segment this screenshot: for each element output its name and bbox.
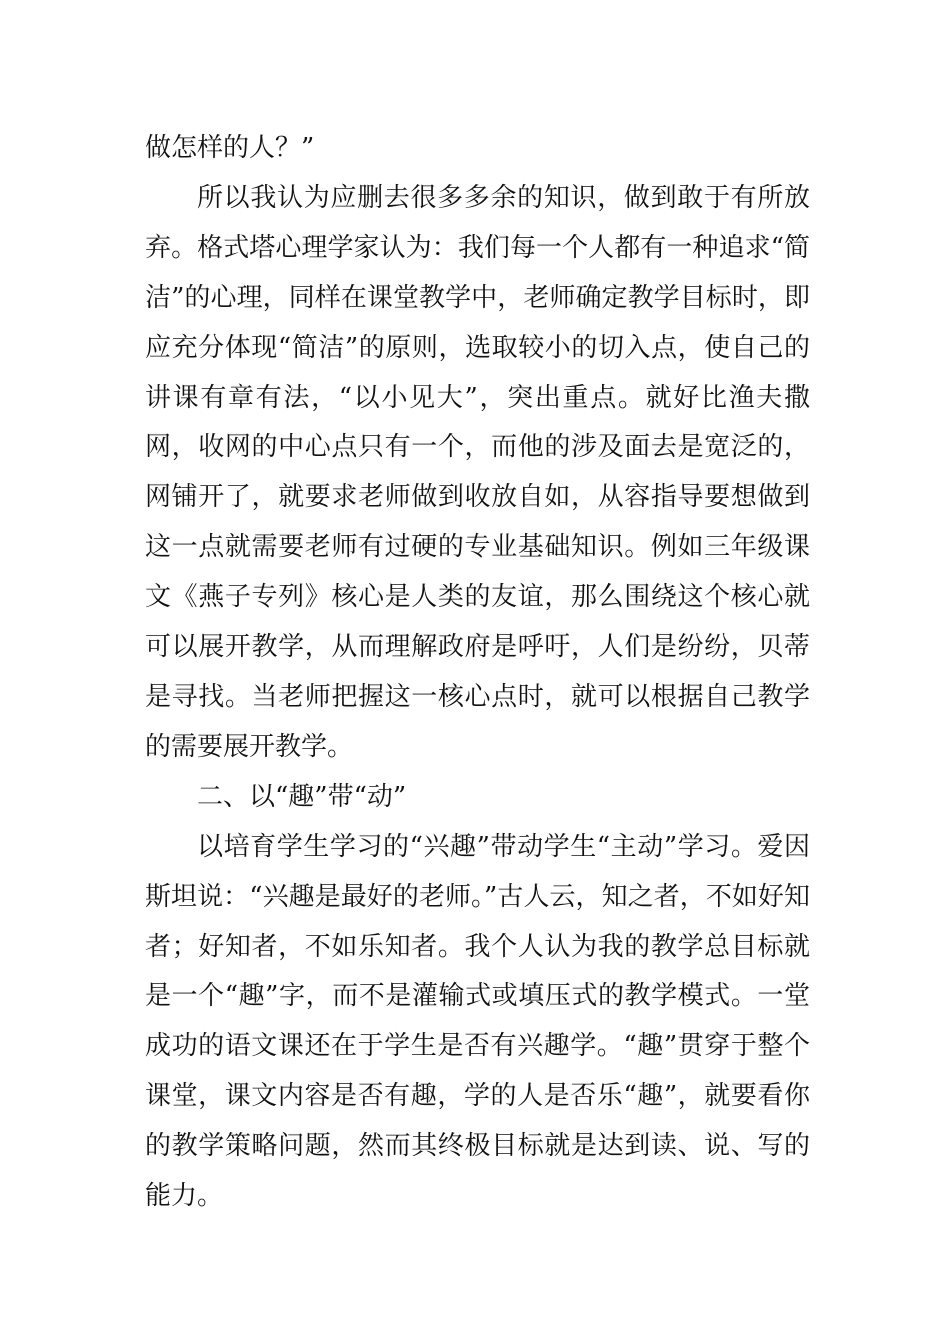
section-heading: 二、以“趣”带“动” [197,781,407,812]
body-text [145,124,810,1222]
paragraph-simplicity: 所以我认为应删去很多多余的知识，做到敢于有所放弃。格式塔心理学家认为：我们每一个人都有一种追求“简洁”的心理，同样在课堂教学中，老师确定教学目标时，即应充分体现“简洁”的原则，选取较小的切入点，使自己的讲课有章有法，“以小见大”，突出重点。就好比渔夫撒网，收网的中心点只有一个，而他的涉及面去是宽泛的，网铺开了，就要求老师做到收放自如，从容指导要想做到这一点就需要老师有过硬的专业基础知识。例如三年级课文《燕子专列》核心是人类的友谊，那么围绕这个核心就可以展开教学，从而理解政府是呼吁，人们是纷纷，贝蒂是寻找。当老师把握这一核心点时，就可以根据自己教学的需要展开教学。 [145,182,810,762]
paragraph-interest: 以培育学生学习的“兴趣”带动学生“主动”学习。爱因斯坦说：“兴趣是最好的老师。”古人云，知之者，不如好知者；好知者，不如乐知者。我个人认为我的教学总目标就是一个“趣”字，而不是灌输式或填压式的教学模式。一堂成功的语文课还在于学生是否有兴趣学。“趣”贯穿于整个课堂，课文内容是否有趣，学的人是否乐“趣”，就要看你的教学策略问题，然而其终极目标就是达到读、说、写的能力。 [145,831,810,1212]
paragraph-continuation: 做怎样的人？” [145,133,315,163]
